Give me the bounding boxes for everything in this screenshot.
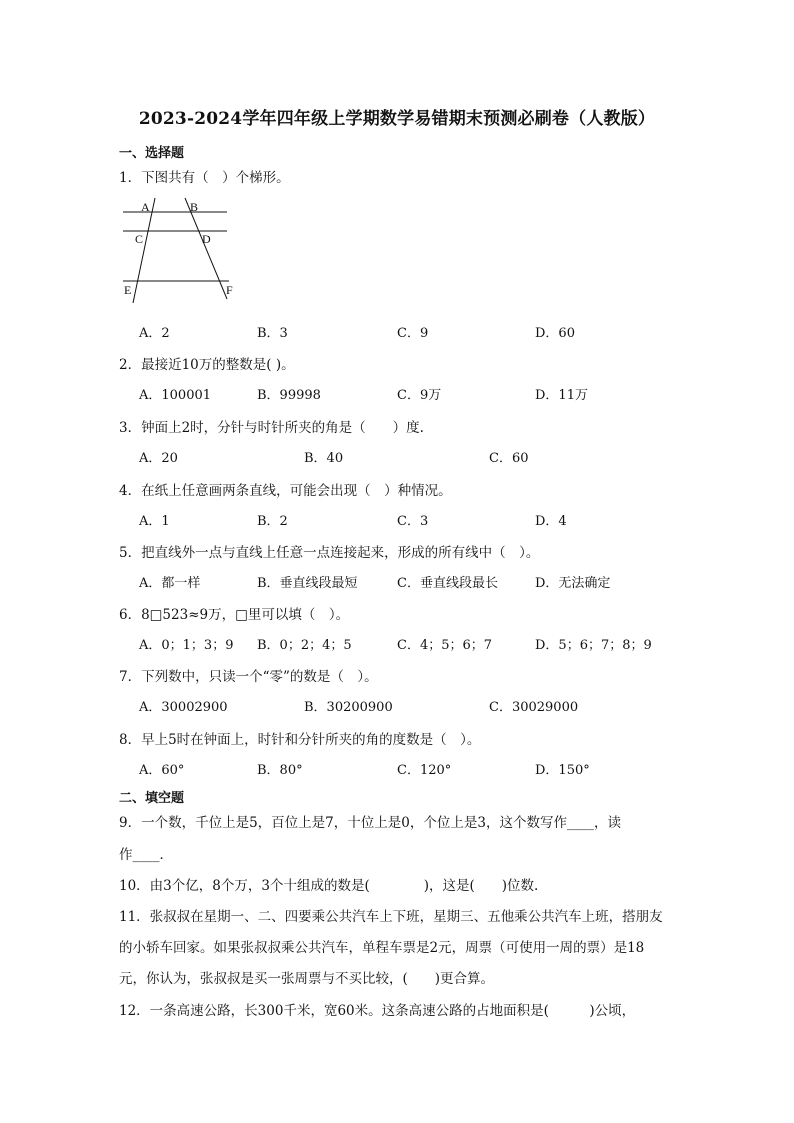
q6-option-a[interactable]: A．0；1；3；9	[139, 638, 234, 653]
q3-option-b[interactable]: B．40	[304, 451, 344, 466]
q6-option-c[interactable]: C．4；5；6；7	[397, 638, 493, 653]
q1-option-b[interactable]: B．3	[257, 326, 288, 341]
question-12: 12．一条高速公路，长300千米，宽60米。这条高速公路的占地面积是( )公顷，	[119, 1003, 636, 1019]
q8-option-b[interactable]: B．80°	[257, 763, 303, 778]
page-title: 2023-2024学年四年级上学期数学易错期末预测必刷卷（人教版）	[138, 109, 656, 129]
q4-option-d[interactable]: D．4	[535, 514, 567, 529]
question-7: 7．下列数中，只读一个“零”的数是（ ）。	[119, 669, 378, 685]
label-e: E	[124, 283, 132, 297]
question-3: 3．钟面上2时，分针与时针所夹的角是（ ）度.	[119, 420, 424, 436]
q6-option-d[interactable]: D．5；6；7；8；9	[535, 638, 652, 653]
q3-option-c[interactable]: C．60	[489, 451, 529, 466]
question-8: 8．早上5时在钟面上，时针和分针所夹的角的度数是（ ）。	[119, 732, 481, 748]
question-1: 1．下图共有（ ）个梯形。	[119, 170, 290, 186]
label-c: C	[135, 232, 144, 246]
q8-option-a[interactable]: A．60°	[139, 763, 185, 778]
section-heading-choice: 一、选择题	[119, 146, 185, 161]
q8-option-d[interactable]: D．150°	[535, 763, 590, 778]
q5-option-c[interactable]: C．垂直线段最长	[397, 576, 498, 591]
q4-option-b[interactable]: B．2	[257, 514, 288, 529]
q5-option-d[interactable]: D．无法确定	[535, 576, 611, 591]
q7-option-a[interactable]: A．30002900	[139, 700, 228, 715]
q2-option-b[interactable]: B．99998	[257, 388, 321, 403]
label-f: F	[226, 283, 233, 297]
question-11-line-2: 的小轿车回家。如果张叔叔乘公共汽车，单程车票是2元，周票（可使用一周的票）是18	[119, 940, 645, 956]
q8-option-c[interactable]: C．120°	[397, 763, 452, 778]
question-11-line-1: 11．张叔叔在星期一、二、四要乘公共汽车上下班，星期三、五他乘公共汽车上班，搭朋友	[119, 909, 663, 925]
label-a: A	[141, 200, 150, 214]
trapezoid-figure	[115, 195, 245, 305]
q4-option-c[interactable]: C．3	[397, 514, 429, 529]
q6-option-b[interactable]: B．0；2；4；5	[257, 638, 352, 653]
question-9-line-1: 9．一个数，千位上是5，百位上是7，十位上是0，个位上是3，这个数写作____，读	[119, 815, 621, 831]
q7-option-b[interactable]: B．30200900	[304, 700, 393, 715]
q4-option-a[interactable]: A．1	[139, 514, 170, 529]
question-2: 2．最接近10万的整数是( )。	[119, 357, 295, 373]
question-11-line-3: 元，你认为，张叔叔是买一张周票与不买比较，( )更合算。	[119, 971, 495, 987]
question-6: 6．8□523≈9万，□里可以填（ ）。	[119, 607, 350, 623]
section-heading-fill: 二、填空题	[119, 791, 185, 806]
question-4: 4．在纸上任意画两条直线，可能会出现（ ）种情况。	[119, 483, 452, 499]
question-10: 10．由3个亿，8个万，3个十组成的数是( )，这是( )位数.	[119, 878, 539, 894]
label-b: B	[190, 200, 199, 214]
q2-option-c[interactable]: C．9万	[397, 388, 442, 403]
q1-option-d[interactable]: D．60	[535, 326, 575, 341]
question-9-line-2: 作____．	[119, 847, 173, 863]
q1-option-c[interactable]: C．9	[397, 326, 429, 341]
q2-option-a[interactable]: A．100001	[139, 388, 212, 403]
q5-option-b[interactable]: B．垂直线段最短	[257, 576, 358, 591]
q7-option-c[interactable]: C．30029000	[489, 700, 579, 715]
q2-option-d[interactable]: D．11万	[535, 388, 588, 403]
question-5: 5．把直线外一点与直线上任意一点连接起来，形成的所有线中（ ）。	[119, 545, 540, 561]
q5-option-a[interactable]: A．都一样	[139, 576, 201, 591]
q1-option-a[interactable]: A．2	[139, 326, 170, 341]
q3-option-a[interactable]: A．20	[139, 451, 178, 466]
label-d: D	[202, 232, 211, 246]
